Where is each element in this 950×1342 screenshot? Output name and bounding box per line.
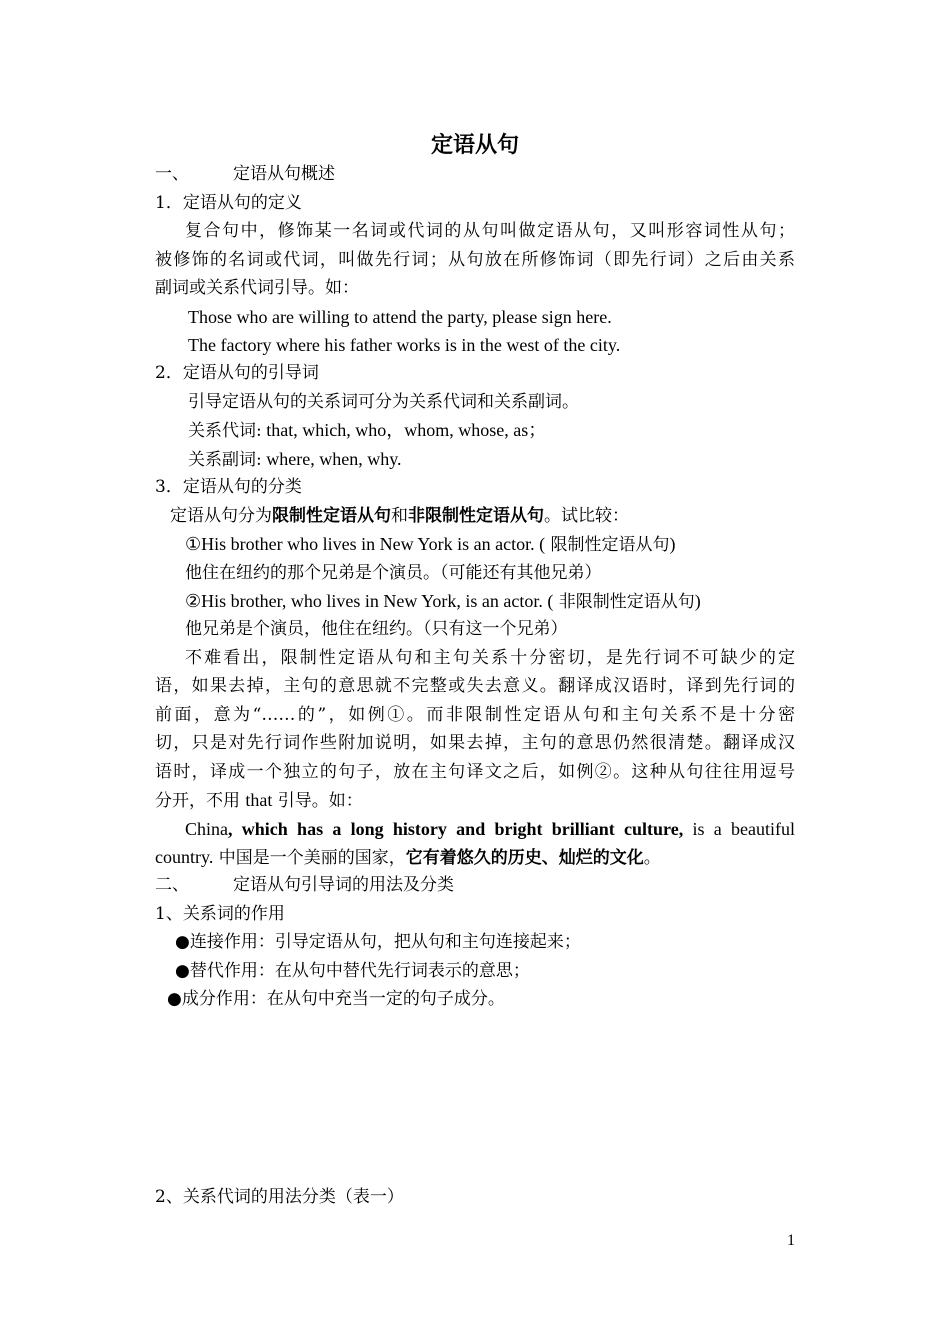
adverb-list: where, when, why.: [261, 449, 402, 469]
paragraph-line: 副词或关系代词引导。如：: [155, 278, 359, 298]
section-label: 定语从句引导词的用法及分类: [233, 875, 454, 895]
example-sentence: The factory where his father works is in the west of the city.: [188, 335, 621, 355]
relative-adverbs-line: [188, 445, 828, 475]
label: 关系副词:: [188, 450, 262, 470]
text: is a beautiful: [683, 819, 795, 839]
text: that: [245, 790, 273, 810]
text: 定语从句分为: [170, 506, 272, 526]
page-number: 1: [787, 1232, 795, 1249]
bold-term: 非限制性定语从句: [408, 506, 544, 526]
translation-line: 他兄弟是个演员，他住在纽约。（只有这一个兄弟）: [185, 619, 568, 639]
example-sentence: Those who are willing to attend the party, please sign here.: [188, 307, 612, 327]
example-note: 非限制性定语从句: [553, 592, 695, 612]
label: 关系代词:: [188, 421, 262, 441]
paren: ): [669, 534, 676, 554]
subheading-definition: 1．定语从句的定义: [155, 193, 302, 213]
paragraph-line: 被修饰的名词或代词，叫做先行词；从句放在所修饰词（即先行词）之后由关系: [155, 250, 795, 270]
subheading-classification: 3．定语从句的分类: [155, 477, 302, 497]
subheading-introducers: 2．定语从句的引导词: [155, 363, 319, 383]
paragraph-line: 语，如果去掉，主句的意思就不完整或失去意义。翻译成汉语时，译到先行词的: [155, 676, 795, 696]
text: 分开，不用: [155, 791, 246, 811]
paragraph-line: 引导定语从句的关系词可分为关系代词和关系副词。: [188, 392, 579, 412]
subheading-pronoun-usage: 2、关系代词的用法分类（表一）: [155, 1187, 404, 1207]
text: 引导。如：: [272, 791, 363, 811]
bold-clause: 它有着悠久的历史、灿烂的文化: [405, 848, 644, 868]
section-heading-2: [155, 871, 795, 900]
section-number: 一、: [155, 164, 189, 184]
paragraph-line: 语时，译成一个独立的句子，放在主句译文之后，如例②。这种从句往往用逗号: [155, 762, 795, 782]
text: China: [185, 819, 228, 839]
example-text: ②His brother, who lives in New York, is an actor. (: [185, 591, 554, 611]
example-text: ①His brother who lives in New York is an actor. (: [185, 534, 546, 554]
pronoun-list: that, which, who，whom, whose, as；: [261, 420, 547, 440]
paragraph-line: 不难看出，限制性定语从句和主句关系十分密切，是先行词不可缺少的定: [185, 648, 795, 668]
subheading-roles: 1、关系词的作用: [155, 904, 285, 924]
bold-term: 限制性定语从句: [272, 506, 391, 526]
relative-pronouns-line: [188, 416, 828, 446]
bold-clause: , which has a long history and bright brilliant culture,: [228, 819, 684, 839]
paragraph-line: [155, 786, 795, 816]
china-example-line: [155, 843, 795, 873]
section-heading-1: [155, 160, 795, 189]
page-title: 定语从句: [430, 133, 519, 158]
paragraph-line: 前面，意为“……的”，如例①。而非限制性定语从句和主句关系不是十分密: [155, 705, 795, 725]
bullet-item: ●成分作用：在从句中充当一定的句子成分。: [167, 989, 505, 1009]
section-number: 二、: [155, 875, 189, 895]
example-nonrestrictive: [185, 587, 825, 617]
translation-line: 他住在纽约的那个兄弟是个演员。（可能还有其他兄弟）: [185, 563, 602, 583]
example-note: 限制性定语从句: [545, 535, 670, 555]
bullet-item: ●连接作用：引导定语从句，把从句和主句连接起来；: [175, 932, 581, 952]
paragraph-line: 复合句中，修饰某一名词或代词的从句叫做定语从句，又叫形容词性从句；: [185, 221, 795, 241]
paragraph-line: 切，只是对先行词作些附加说明，如果去掉，主句的意思仍然很清楚。翻译成汉: [155, 733, 795, 753]
classification-line: [170, 502, 810, 531]
text: 。试比较：: [544, 506, 629, 526]
text: 中国是一个美丽的国家，: [213, 848, 406, 868]
paren: ): [694, 591, 701, 611]
text: country.: [155, 847, 214, 867]
china-example-line: [185, 815, 795, 844]
bullet-item: ●替代作用：在从句中替代先行词表示的意思；: [175, 961, 530, 981]
example-restrictive: [185, 530, 825, 560]
text: 。: [643, 848, 661, 868]
text: 和: [391, 506, 408, 526]
section-label: 定语从句概述: [233, 164, 335, 184]
